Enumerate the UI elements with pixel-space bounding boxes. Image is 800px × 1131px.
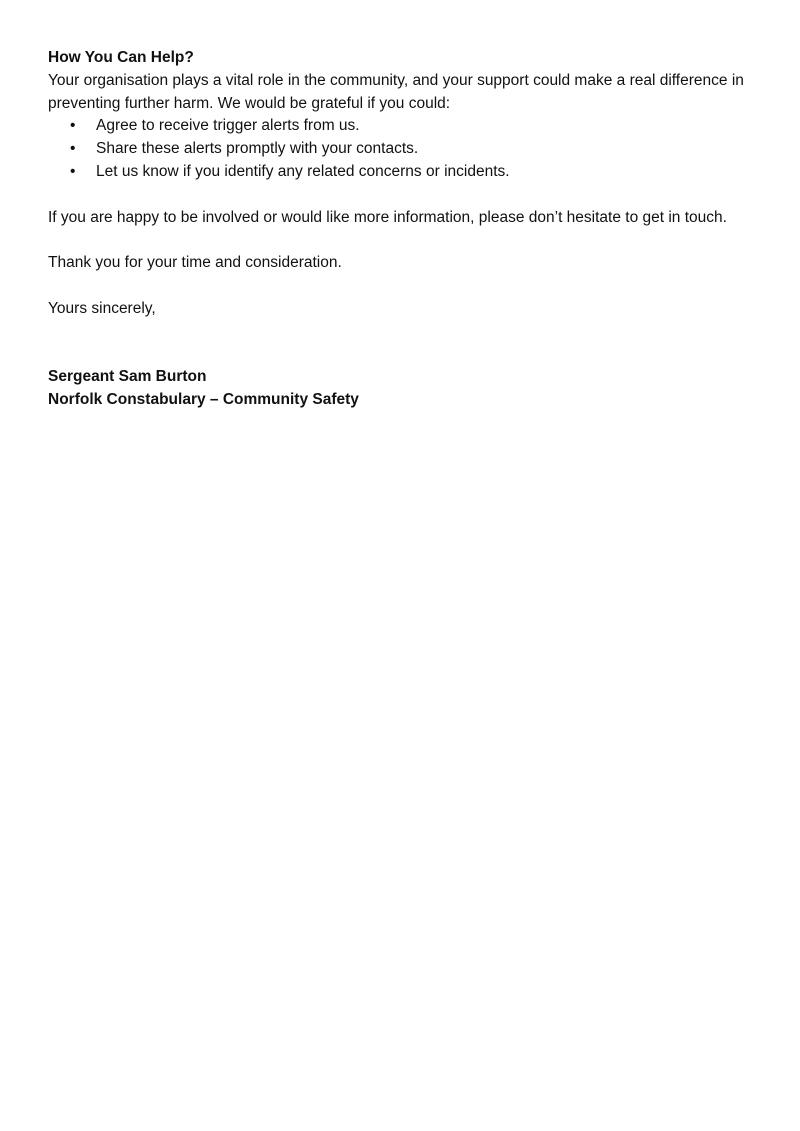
list-item-text: Let us know if you identify any related concerns or incidents. (96, 162, 510, 180)
list-item-text: Agree to receive trigger alerts from us. (96, 117, 360, 135)
list-item-text: Share these alerts promptly with your contacts. (96, 140, 419, 158)
list-item (48, 161, 760, 184)
spacer (48, 184, 760, 207)
signature-space (48, 321, 760, 367)
signatory-name: Sergeant Sam Burton (48, 368, 207, 386)
bullet-icon: • (70, 140, 76, 158)
bullet-icon: • (70, 117, 76, 135)
help-list (48, 115, 760, 183)
signatory-organisation: Norfolk Constabulary – Community Safety (48, 390, 359, 408)
bullet-icon: • (70, 162, 76, 180)
spacer (48, 229, 760, 252)
invite-paragraph: If you are happy to be involved or would like more information, please don’t hesitate to get in touch. (48, 208, 727, 226)
signoff: Yours sincerely, (48, 299, 156, 317)
list-item (48, 115, 760, 138)
list-item (48, 138, 760, 161)
letter-page (48, 47, 760, 412)
section-heading: How You Can Help? (48, 49, 194, 66)
spacer (48, 275, 760, 298)
thanks-paragraph: Thank you for your time and consideration. (48, 254, 342, 272)
intro-paragraph: Your organisation plays a vital role in the community, and your support could make a real difference in preventing further harm. We would be grateful if you could: (48, 71, 744, 112)
